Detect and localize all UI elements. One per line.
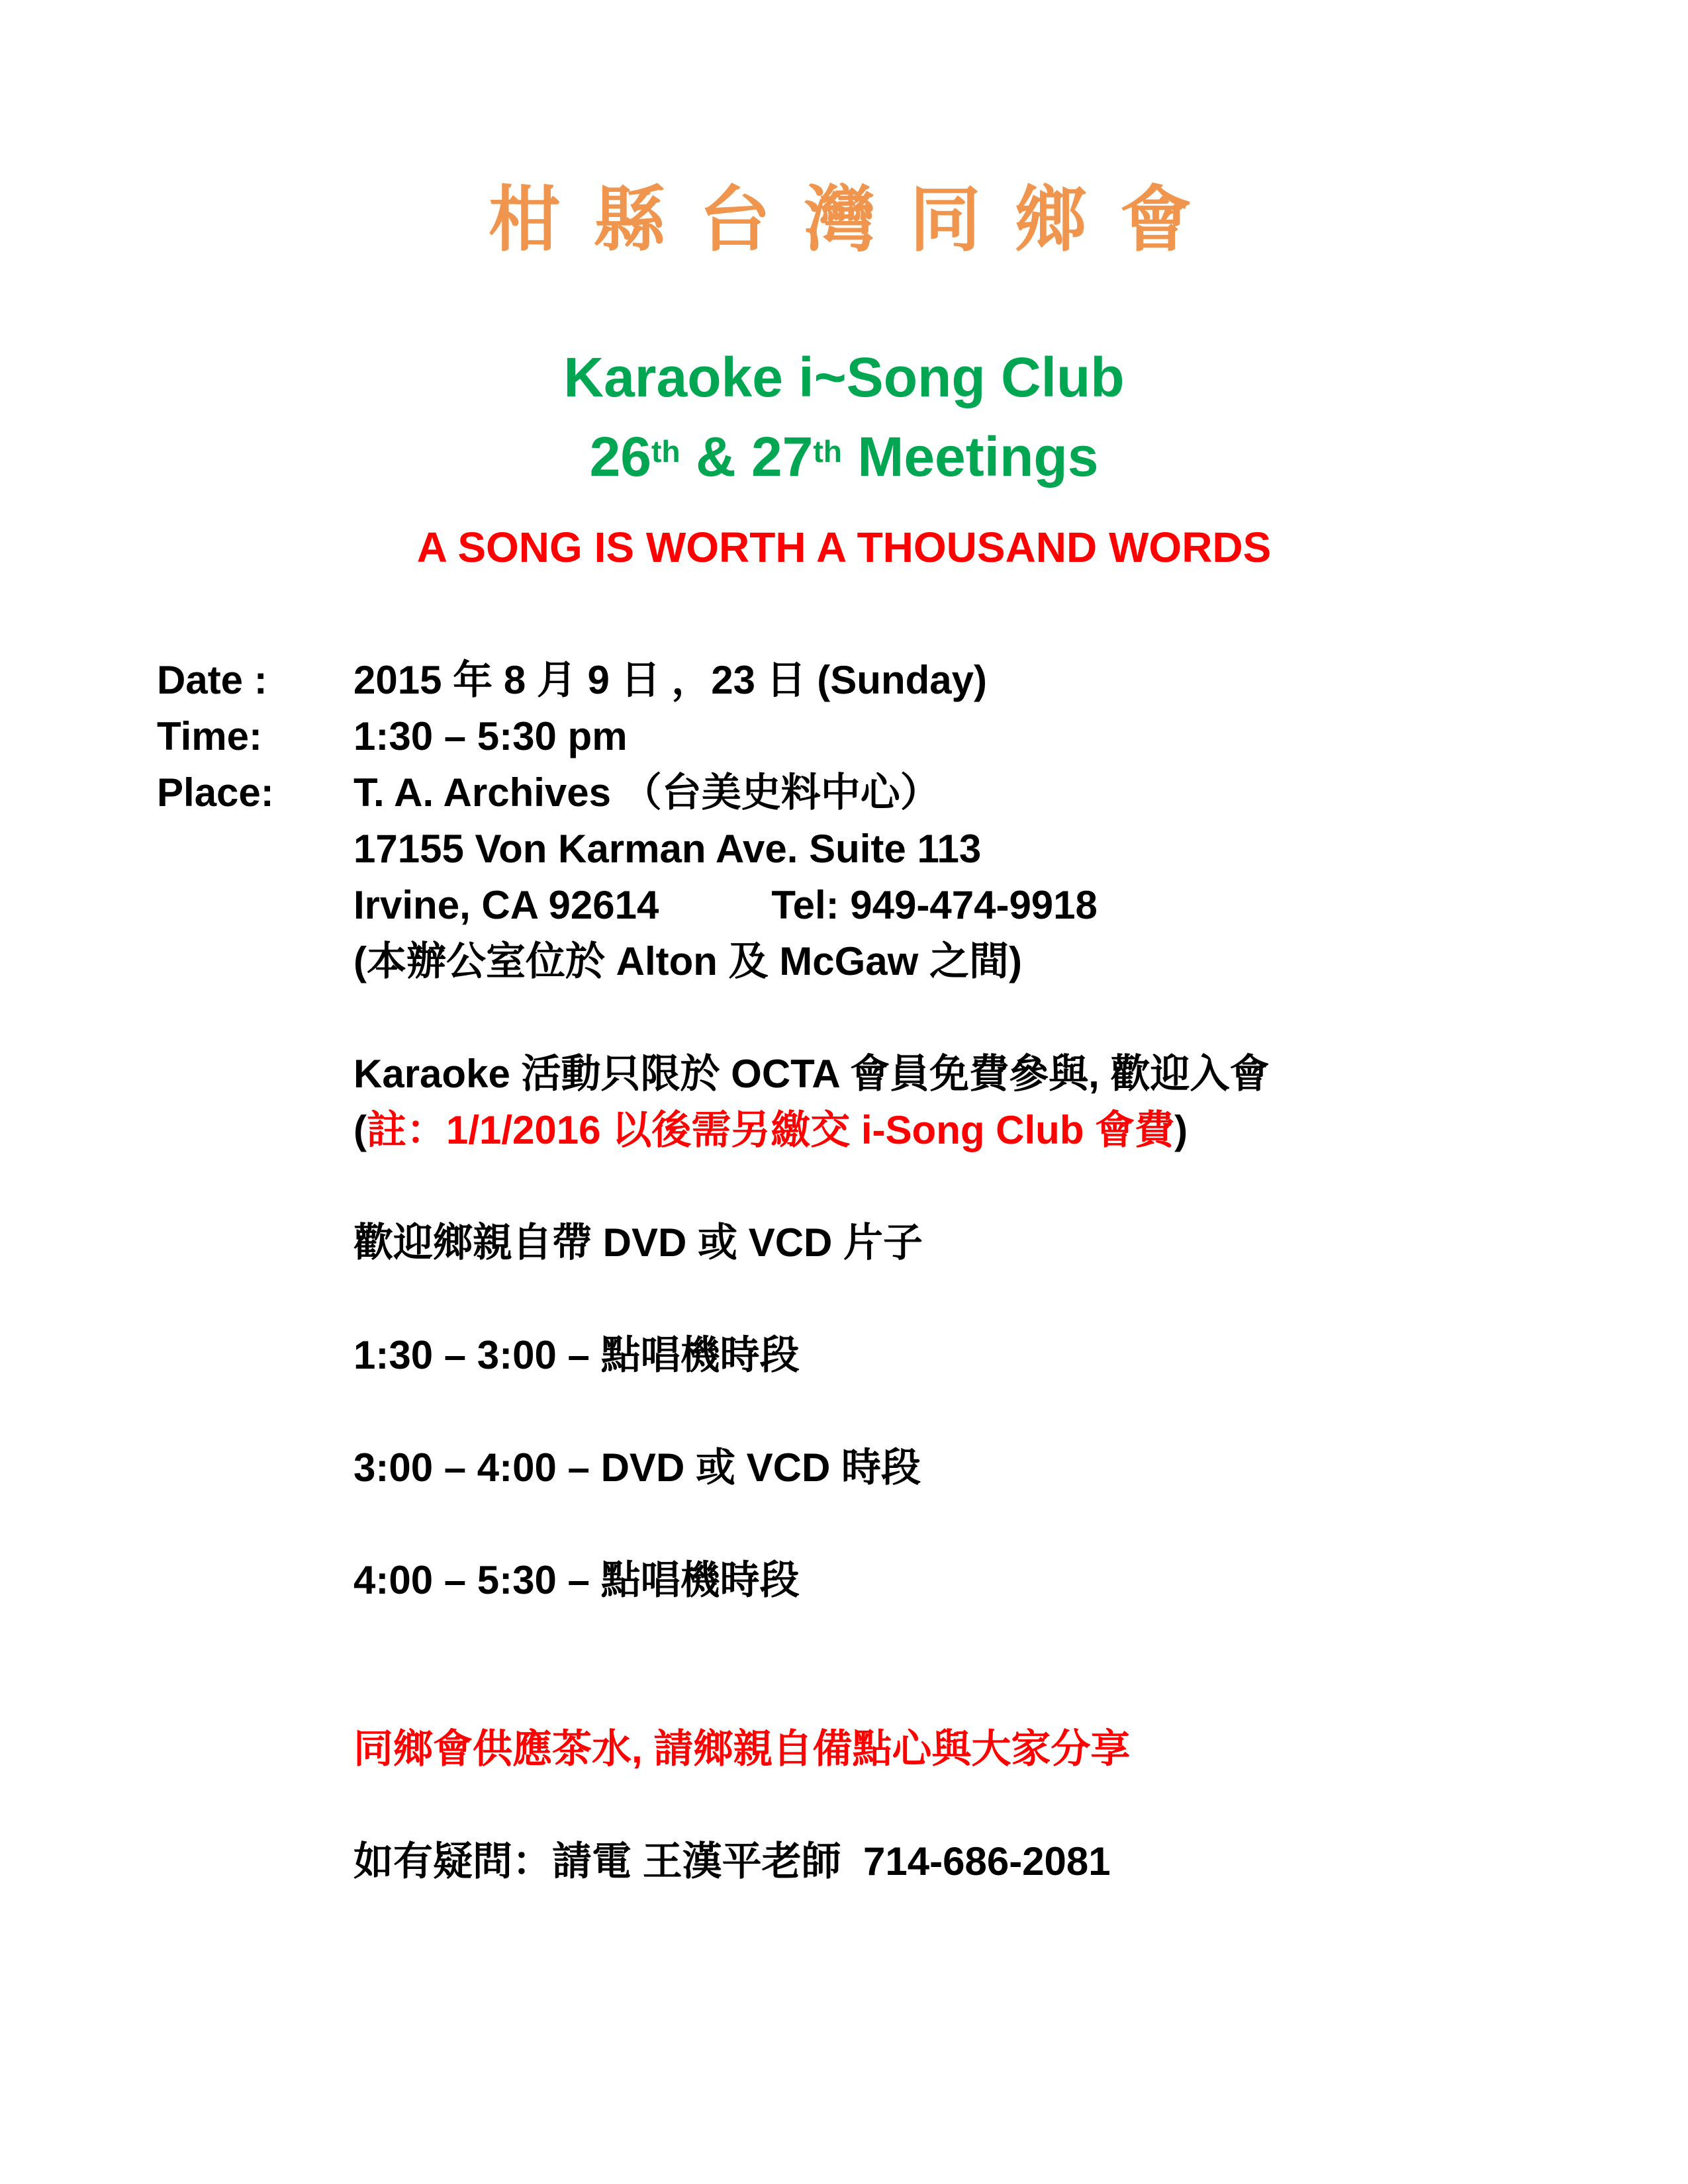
address-city-tel: [353, 877, 1098, 933]
ordinal-suffix-2: th: [813, 434, 843, 469]
org-title: 柑 縣 台 灣 同 鄉 會: [488, 181, 1199, 260]
meetings-title: [0, 417, 1688, 496]
schedule-item-3: 4:00 – 5:30 – 點唱機時段: [353, 1558, 800, 1602]
note-close-paren: ): [1174, 1108, 1188, 1152]
date-label: Date :: [157, 658, 267, 702]
ordinal-suffix-1: th: [651, 434, 680, 469]
octa-membership-line: Karaoke 活動只限於 OCTA 會員免費參與, 歡迎入會: [353, 1052, 1270, 1096]
address-row-1: [0, 821, 1688, 877]
address-row-3: [0, 933, 1688, 989]
place-row: [0, 764, 1688, 821]
date-row: [0, 652, 1688, 708]
address-row-2: [0, 877, 1688, 933]
tagline: A SONG IS WORTH A THOUSAND WORDS: [416, 523, 1272, 571]
meetings-word: Meetings: [842, 426, 1099, 488]
time-row: [0, 708, 1688, 764]
schedule-item-1: 1:30 – 3:00 – 點唱機時段: [353, 1333, 800, 1377]
event-details: [0, 652, 1688, 989]
bring-dvd-line: 歡迎鄉親自帶 DVD 或 VCD 片子: [353, 1220, 923, 1265]
club-name-title: Karaoke i~Song Club: [563, 346, 1125, 408]
time-value: 1:30 – 5:30 pm: [353, 714, 628, 758]
date-value: 2015 年 8 月 9 日 ，23 日 (Sunday): [353, 658, 987, 702]
flyer-body: [0, 1046, 1688, 1889]
place-value: T. A. Archives （台美史料中心）: [353, 770, 940, 815]
meetings-number-2: & 27: [680, 426, 814, 488]
address-note: (本辦公室位於 Alton 及 McGaw 之間): [353, 939, 1022, 983]
address-street: 17155 Von Karman Ave. Suite 113: [353, 827, 982, 871]
contact-line: 如有疑問：請電 王漢平老師 714-686-2081: [353, 1839, 1111, 1884]
meetings-number-1: 26: [589, 426, 652, 488]
schedule-item-2: 3:00 – 4:00 – DVD 或 VCD 時段: [353, 1445, 921, 1490]
place-label: Place:: [157, 770, 274, 815]
empty-label: [157, 877, 353, 933]
note-open-paren: (: [353, 1108, 367, 1152]
membership-fee-note: [353, 1102, 1609, 1158]
refreshments-line: 同鄉會供應茶水, 請鄉親自備點心與大家分享: [353, 1727, 1131, 1771]
note-red-text: 註：1/1/2016 以後需另繳交 i-Song Club 會費: [366, 1108, 1175, 1152]
empty-label: [157, 933, 353, 989]
time-label: Time:: [157, 714, 262, 758]
address-city: Irvine, CA 92614: [353, 883, 659, 927]
empty-label: [157, 821, 353, 877]
telephone: Tel: 949-474-9918: [771, 883, 1098, 927]
